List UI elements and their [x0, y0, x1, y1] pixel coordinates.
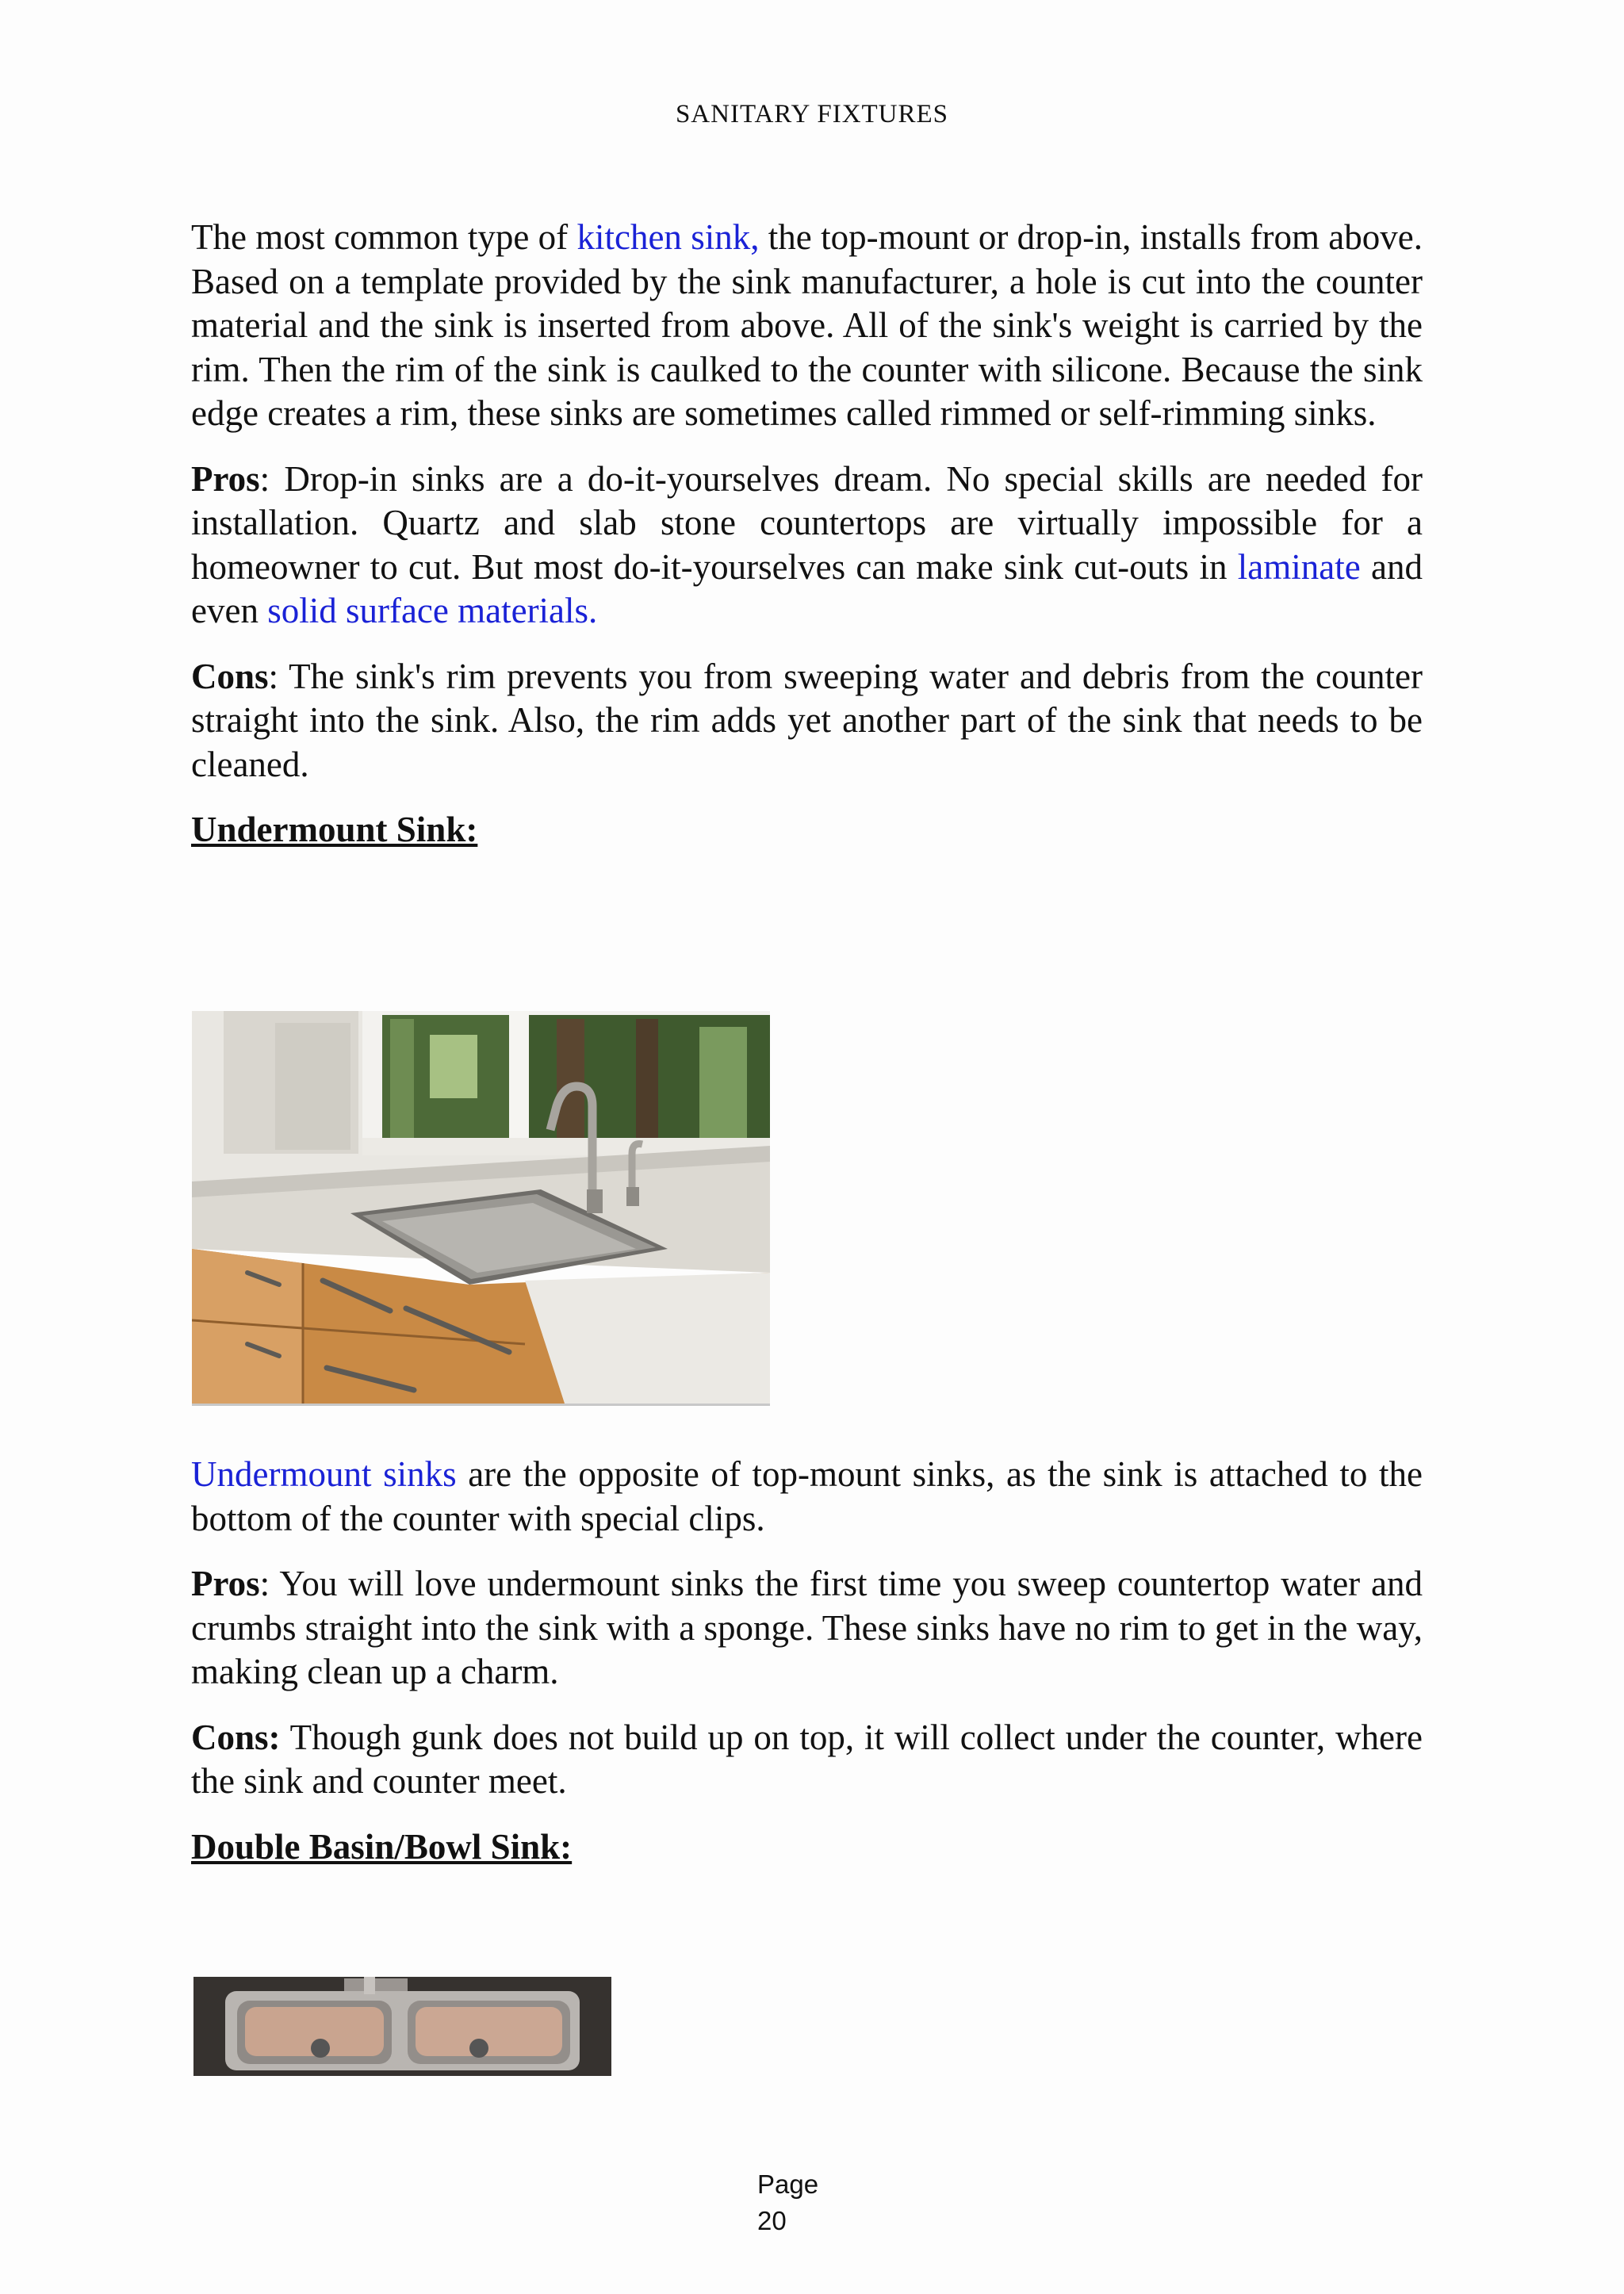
page-label: Page	[757, 2170, 819, 2199]
cons-label: Cons:	[191, 1717, 281, 1757]
kitchen-sink-link[interactable]: kitchen sink,	[576, 217, 760, 257]
section-undermount	[191, 1453, 1423, 1869]
section-top-mount	[191, 216, 1423, 852]
undermount-sinks-link[interactable]: Undermount sinks	[191, 1454, 457, 1494]
undermount-cons-paragraph: Cons: Though gunk does not build up on top, it will collect under the counter, where the sink and counter meet.	[191, 1717, 1423, 1801]
undermount-heading: Undermount Sink:	[191, 810, 478, 849]
solid-surface-link[interactable]: solid surface materials.	[267, 591, 598, 630]
undermount-sink-photo	[192, 1011, 770, 1406]
page-footer	[757, 2166, 818, 2239]
laminate-link[interactable]: laminate	[1237, 546, 1361, 587]
double-basin-sink-photo	[193, 1977, 611, 2076]
double-basin-heading: Double Basin/Bowl Sink:	[191, 1826, 573, 1867]
pros-label: Pros	[191, 458, 260, 499]
page-number: 20	[757, 2206, 787, 2235]
cons-paragraph: Cons: The sink's rim prevents you from sweeping water and debris from the counter straight into the sink. Also, the rim adds yet another part of the sink that needs to be cleaned.	[191, 656, 1423, 784]
undermount-pros-paragraph: Pros: You will love undermount sinks the first time you sweep countertop water and crumbs straight into the sink with a sponge. These sinks have no rim to get in the way, making clean up a charm.	[191, 1564, 1423, 1691]
cons-label: Cons	[191, 656, 269, 696]
page-header: SANITARY FIXTURES	[675, 100, 949, 128]
undermount-paragraph: Undermount sinks are the opposite of top-mount sinks, as the sink is attached to the bottom of the counter with special clips.	[191, 1454, 1423, 1538]
pros-label: Pros	[191, 1564, 260, 1603]
pros-paragraph: Pros: Drop-in sinks are a do-it-yourselves dream. No special skills are needed for installation. Quartz and slab stone countertops are virtually impossible for a homeowner to cut. But most do-it-yourselves can make sink cut-outs in laminate and even solid surface materials.	[191, 458, 1423, 630]
intro-paragraph: The most common type of kitchen sink, the top-mount or drop-in, installs from above. Based on a template provided by the sink manufacturer, a hole is cut into the counter material and the sink is inserted from above. All of the sink's weight is carried by the rim. Then the rim of the sink is caulked to the counter with silicone. Because the sink edge creates a rim, these sinks are sometimes called rimmed or self-rimming sinks.	[191, 217, 1423, 433]
